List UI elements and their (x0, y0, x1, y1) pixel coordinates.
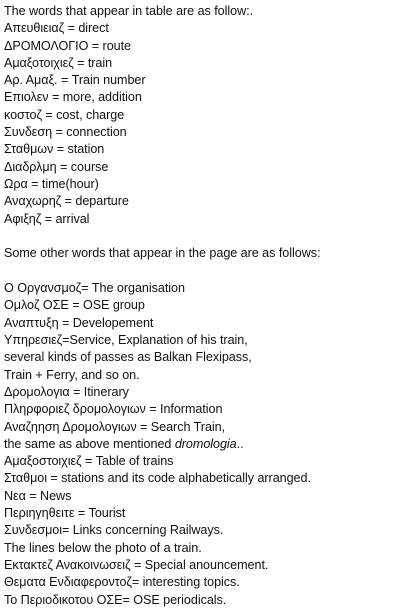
glossary-line: Πληρφοριεζ δρομολογιων = Information (4, 402, 223, 417)
dromologia-suffix: .. (236, 436, 244, 451)
glossary-line: Νεα = News (4, 488, 72, 503)
glossary-line: Υπηρεσιεζ=Service, Explanation of his train, (4, 333, 248, 348)
glossary-line: ΔΡΟΜΟΛΟΓΙΟ = route (4, 38, 131, 53)
glossary-line: Ομλοζ ΟΣΕ = OSE group (4, 298, 145, 313)
glossary-line: Περιηγηθειτε = Tourist (4, 506, 126, 521)
glossary-line: Απευθιειαζ = direct (4, 21, 109, 36)
section-1-heading: The words that appear in table are as follow:. (4, 4, 254, 18)
glossary-line: Αναχωρηζ = departure (4, 194, 129, 209)
glossary-line: several kinds of passes as Balkan Flexipass, (4, 350, 252, 365)
glossary-line: Διαδρλμη = course (4, 159, 109, 174)
glossary-line: Συνδεσμοι= Links concerning Railways. (4, 523, 224, 538)
dromologia-prefix: the same as above mentioned (4, 436, 175, 451)
glossary-line: Σταθμοι = stations and its code alphabetically arranged. (4, 471, 311, 486)
dromologia-italic: dromologia (174, 436, 237, 451)
glossary-line: Ο Οργανσμοζ= The organisation (4, 281, 185, 296)
glossary-line: Θεματα Ενδιαφεροντοζ= interesting topics. (4, 575, 240, 590)
glossary-line-dromologia (4, 436, 398, 453)
section-2-heading: Some other words that appear in the page are as follows: (4, 246, 321, 261)
glossary-line: Το Περιοδικοτου ΟΣΕ= OSE periodicals. (4, 592, 227, 607)
glossary-line: Αφιξηζ = arrival (4, 211, 90, 226)
glossary-line: The lines below the photo of a train. (4, 540, 202, 555)
glossary-line: Επιολεν = more, addition (4, 90, 142, 105)
section-spacer (4, 228, 398, 246)
glossary-line: Αναπτυξη = Developement (4, 315, 154, 330)
glossary-line: Συνδεση = connection (4, 125, 127, 140)
glossary-line: Αναζηηση Δρομολογιων = Search Train, (4, 419, 226, 434)
glossary-line: Εκτακτεζ Ανακοινωσειζ = Special anouncement. (4, 557, 269, 572)
glossary-line: Αρ. Αμαξ. = Train number (4, 73, 146, 88)
glossary-line: Train + Ferry, and so on. (4, 367, 140, 382)
glossary-line: Σταθμων = station (4, 142, 105, 157)
glossary-line: Δρομολογια = Itinerary (4, 384, 129, 399)
glossary-line: Ωρα = time(hour) (4, 176, 99, 191)
glossary-line: κοστοζ = cost, charge (4, 107, 125, 122)
section-spacer (4, 263, 398, 281)
glossary-document (4, 3, 398, 609)
glossary-line: Αμαξοτοιχιεζ = train (4, 55, 113, 70)
glossary-line: Αμαξοστοιχιεζ = Table of trains (4, 454, 174, 469)
